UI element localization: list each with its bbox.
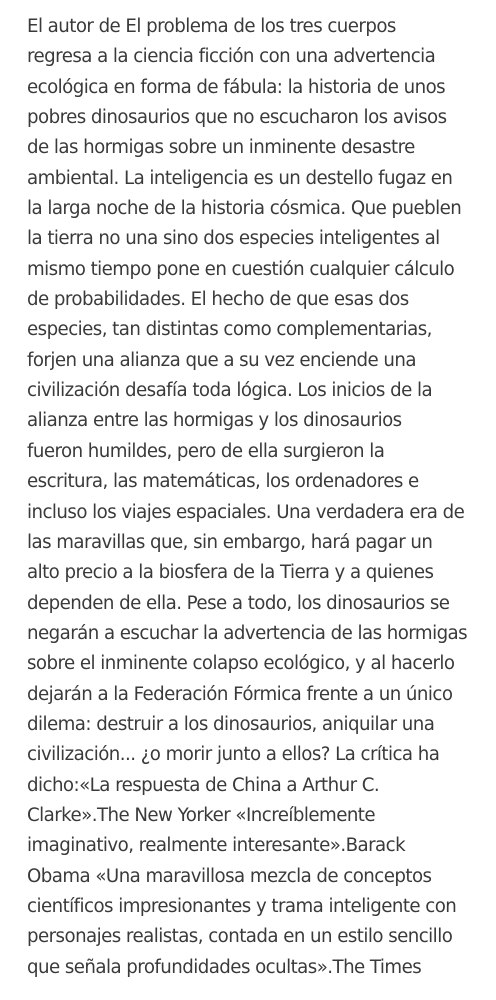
description-line: civilización... ¿o morir junto a ellos? La crítica ha bbox=[27, 744, 440, 766]
description-line: dependen de ella. Pese a todo, los dinosaurios se bbox=[27, 592, 450, 614]
description-line: sobre el inminente colapso ecológico, y al hacerlo bbox=[27, 653, 455, 675]
description-line: incluso los viajes espaciales. Una verdadera era de bbox=[27, 501, 465, 523]
description-line: personajes realistas, contada en un estilo sencillo bbox=[27, 926, 453, 948]
description-line: civilización desafía toda lógica. Los inicios de la bbox=[27, 380, 433, 402]
description-line: dilema: destruir a los dinosaurios, aniquilar una bbox=[27, 713, 435, 735]
description-line: Clarke».The New Yorker «Increíblemente bbox=[27, 804, 376, 826]
description-line: ecológica en forma de fábula: la historia de unos bbox=[27, 76, 446, 98]
description-line: ambiental. La inteligencia es un destello fugaz en bbox=[27, 167, 453, 189]
description-line: pobres dinosaurios que no escucharon los avisos bbox=[27, 107, 447, 129]
description-line: imaginativo, realmente interesante».Barack bbox=[27, 835, 406, 857]
description-line: dejarán a la Federación Fórmica frente a un único bbox=[27, 683, 453, 705]
description-line: de probabilidades. El hecho de que esas dos bbox=[27, 289, 409, 311]
description-line: fueron humildes, pero de ella surgieron la bbox=[27, 440, 385, 462]
description-line: la tierra no una sino dos especies inteligentes al bbox=[27, 228, 440, 250]
description-line: de las hormigas sobre un inminente desastre bbox=[27, 137, 415, 159]
description-line: El autor de El problema de los tres cuerpos bbox=[27, 16, 396, 37]
book-description bbox=[27, 12, 489, 983]
description-line: escritura, las matemáticas, los ordenadores e bbox=[27, 471, 419, 493]
description-line: científicos impresionantes y trama inteligente con bbox=[27, 895, 457, 917]
description-line: la larga noche de la historia cósmica. Que pueblen bbox=[27, 198, 462, 220]
description-line: Obama «Una maravillosa mezcla de conceptos bbox=[27, 865, 432, 887]
description-line: alianza entre las hormigas y los dinosaurios bbox=[27, 410, 402, 432]
description-line: regresa a la ciencia ficción con una advertencia bbox=[27, 46, 436, 68]
description-line: especies, tan distintas como complementarias, bbox=[27, 319, 432, 341]
description-line: que señala profundidades ocultas».The Times bbox=[27, 956, 422, 978]
description-line: negarán a escuchar la advertencia de las hormigas bbox=[27, 622, 468, 644]
description-line: alto precio a la biosfera de la Tierra y a quienes bbox=[27, 562, 434, 584]
description-line: forjen una alianza que a su vez enciende una bbox=[27, 349, 416, 371]
description-line: dicho:«La respuesta de China a Arthur C. bbox=[27, 774, 380, 796]
description-line: las maravillas que, sin embargo, hará pagar un bbox=[27, 531, 433, 553]
description-line: mismo tiempo pone en cuestión cualquier cálculo bbox=[27, 258, 455, 280]
